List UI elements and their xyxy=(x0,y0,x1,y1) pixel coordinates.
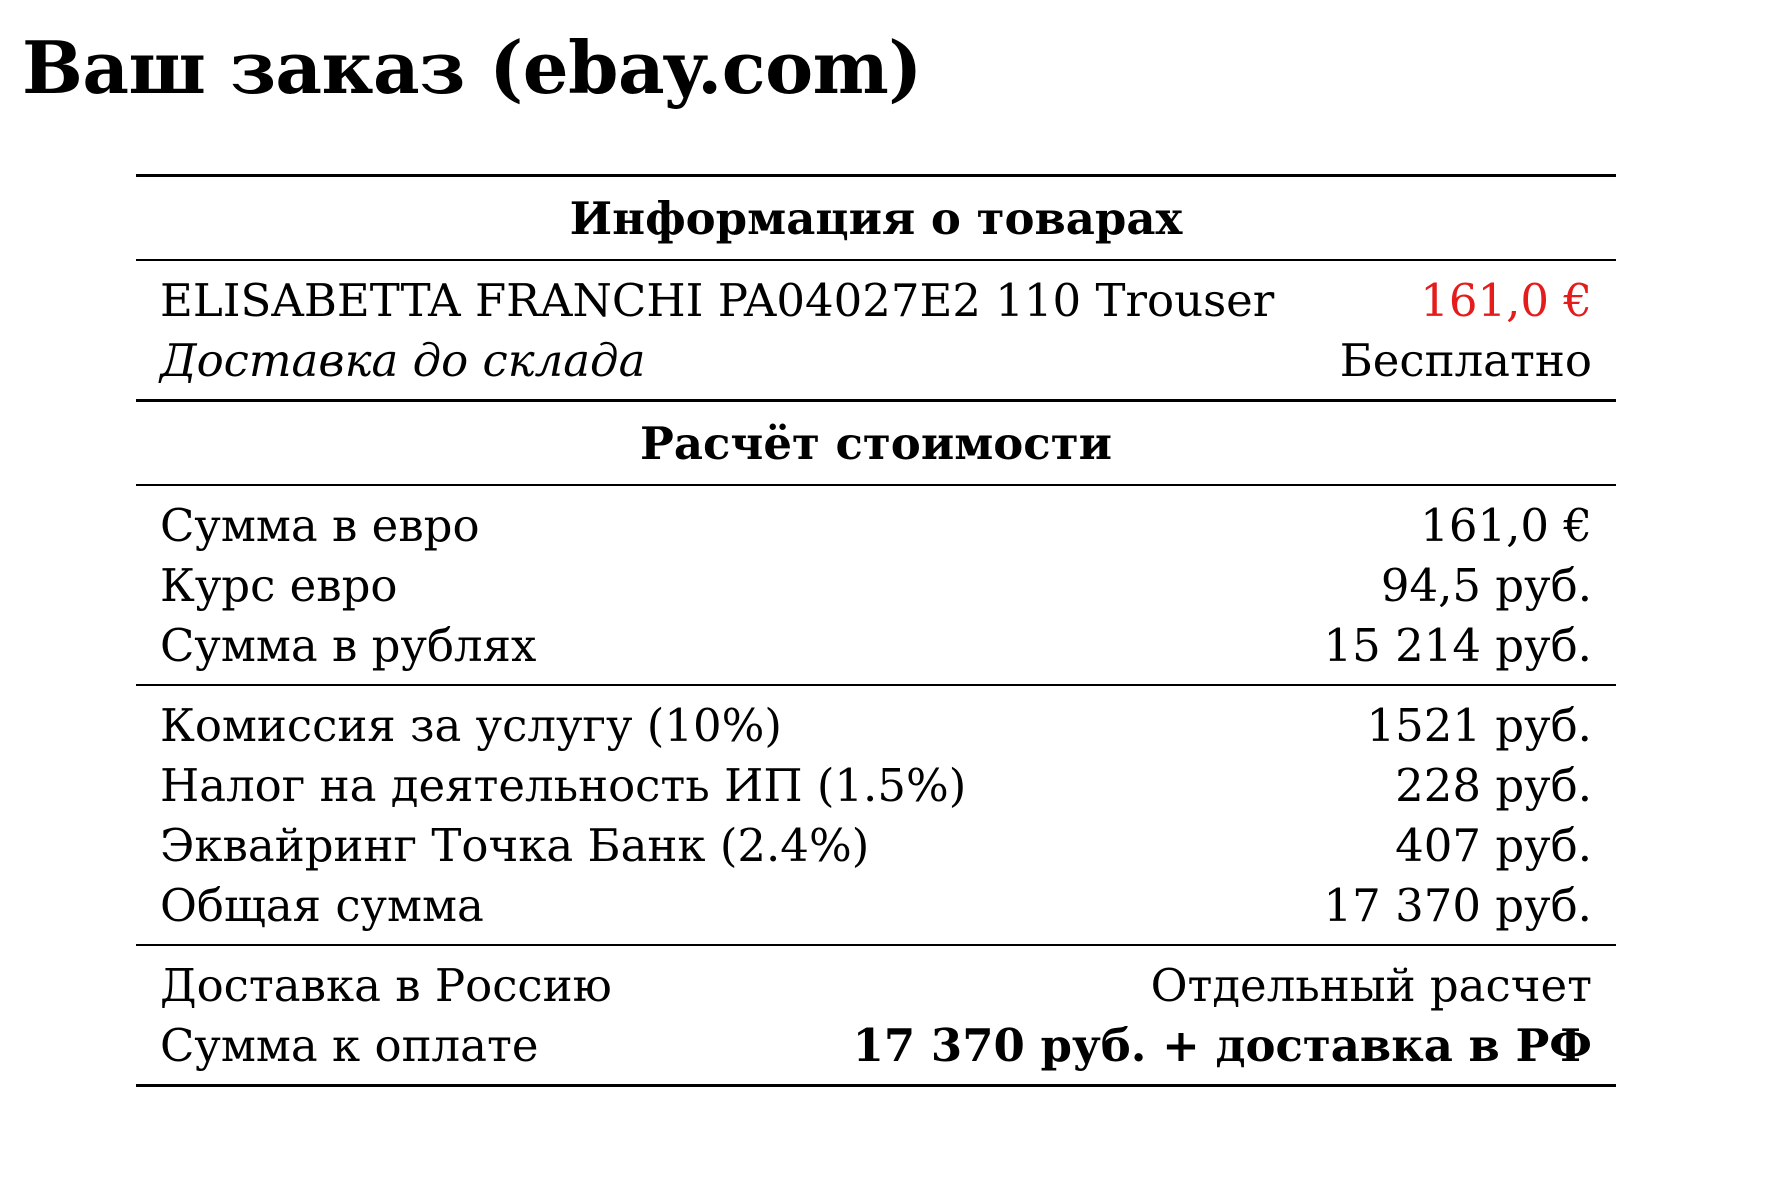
euro-rate-label: Курс евро xyxy=(160,559,398,612)
product-row xyxy=(160,271,1592,331)
tax-row xyxy=(160,756,1592,816)
cost-section-heading: Расчёт стоимости xyxy=(640,417,1112,470)
amount-due-label: Сумма к оплате xyxy=(160,1019,539,1072)
russia-shipping-label: Доставка в Россию xyxy=(160,959,612,1012)
sum-euro-row xyxy=(160,496,1592,556)
subtotal-value: 17 370 руб. xyxy=(1323,879,1592,932)
conversion-rows xyxy=(136,486,1616,684)
product-name: ELISABETTA FRANCHI PA04027E2 110 Trouser xyxy=(160,274,1275,327)
service-fee-row xyxy=(160,696,1592,756)
euro-rate-value: 94,5 руб. xyxy=(1380,559,1592,612)
sum-euro-label: Сумма в евро xyxy=(160,499,480,552)
acquiring-row xyxy=(160,816,1592,876)
product-rows xyxy=(136,261,1616,399)
warehouse-shipping-label: Доставка до склада xyxy=(160,334,646,387)
service-fee-label: Комиссия за услугу (10%) xyxy=(160,699,782,752)
tax-value: 228 руб. xyxy=(1395,759,1592,812)
acquiring-value: 407 руб. xyxy=(1395,819,1592,872)
subtotal-label: Общая сумма xyxy=(160,879,484,932)
product-section-heading: Информация о товарах xyxy=(569,192,1183,245)
acquiring-label: Эквайринг Точка Банк (2.4%) xyxy=(160,819,870,872)
sum-euro-value: 161,0 € xyxy=(1420,499,1592,552)
amount-due-row xyxy=(160,1016,1592,1076)
sum-rub-value: 15 214 руб. xyxy=(1323,619,1592,672)
tax-label: Налог на деятельность ИП (1.5%) xyxy=(160,759,967,812)
order-summary-table xyxy=(136,174,1616,1087)
amount-due-value: 17 370 руб. + доставка в РФ xyxy=(852,1019,1592,1072)
fee-rows xyxy=(136,686,1616,944)
subtotal-row xyxy=(160,876,1592,936)
euro-rate-row xyxy=(160,556,1592,616)
warehouse-shipping-value: Бесплатно xyxy=(1339,334,1592,387)
table-bottom-rule xyxy=(136,1084,1616,1087)
sum-rub-row xyxy=(160,616,1592,676)
product-price: 161,0 € xyxy=(1420,274,1592,327)
russia-shipping-row xyxy=(160,956,1592,1016)
sum-rub-label: Сумма в рублях xyxy=(160,619,537,672)
warehouse-shipping-row xyxy=(160,331,1592,391)
final-rows xyxy=(136,946,1616,1084)
service-fee-value: 1521 руб. xyxy=(1366,699,1592,752)
page-title: Ваш заказ (ebay.com) xyxy=(22,25,922,110)
russia-shipping-value: Отдельный расчет xyxy=(1150,959,1592,1012)
